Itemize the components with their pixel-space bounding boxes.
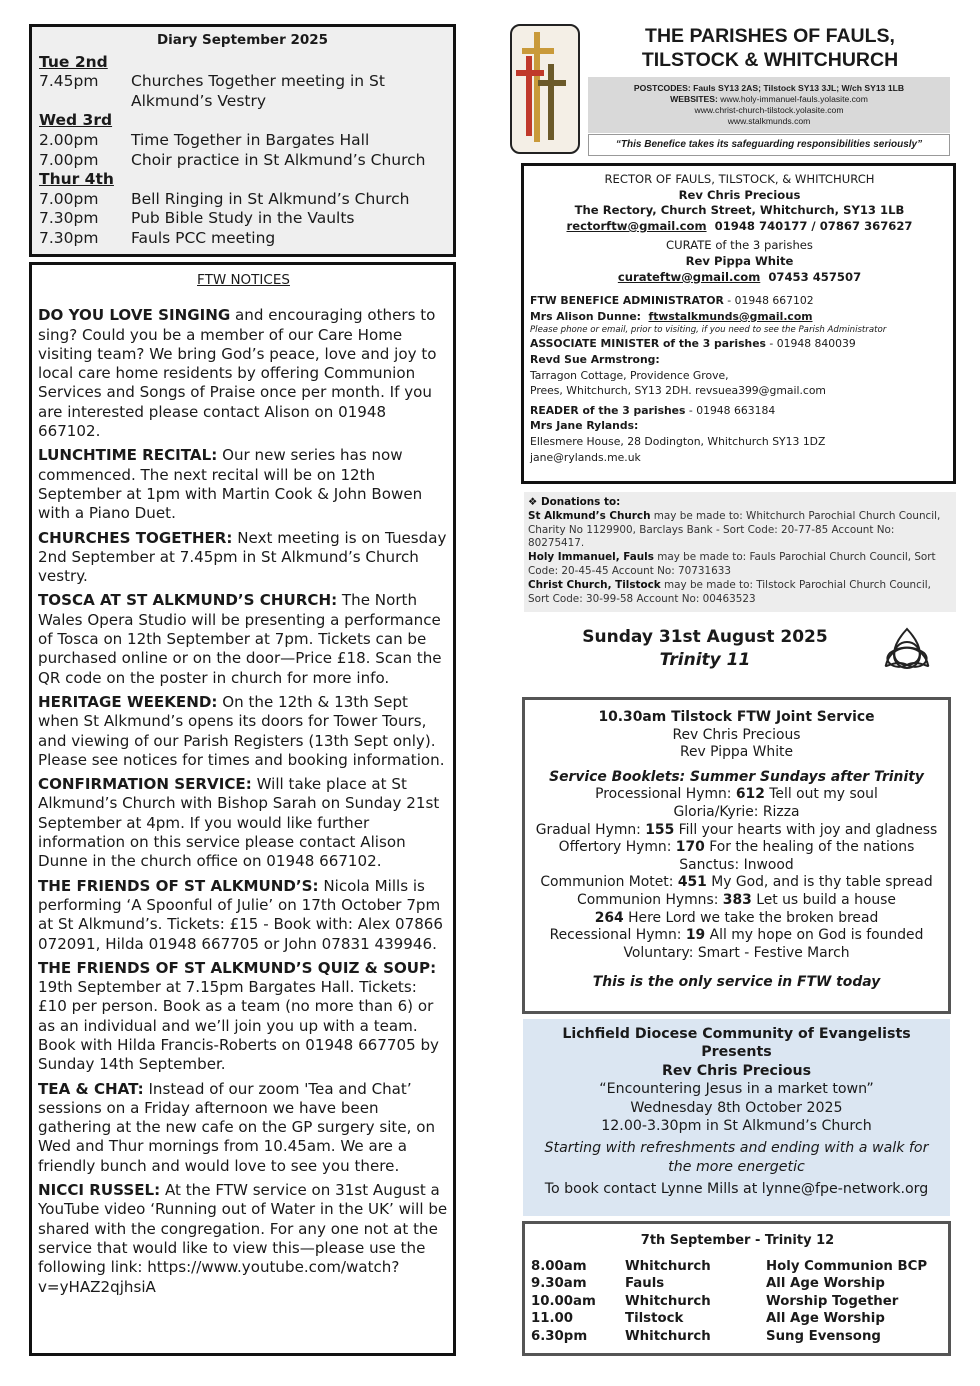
admin-name: Mrs Alison Dunne: (530, 309, 641, 323)
diary-text: Bell Ringing in St Alkmund’s Church (131, 189, 410, 208)
diary-entry (39, 131, 446, 151)
notice-heading: TOSCA AT ST ALKMUND’S CHURCH: (38, 591, 338, 610)
website-link[interactable]: www.christ-church-tilstock.yolasite.com (694, 105, 844, 115)
curate-name: Rev Pippa White (685, 253, 794, 268)
admin-note: Please phone or email, prior to visiting, if you need to see the Parish Administrator (530, 325, 887, 336)
diary-time: 7.00pm (39, 150, 99, 169)
notice-item (38, 959, 449, 1075)
donation-name: Christ Church, Tilstock (528, 578, 661, 591)
notice-text: Nicola Mills is performing ‘A Spoonful of Julie’ on 17th October 7pm at St Alkmund’s. Tickets: £15 - Book with: Alex 07866 072091, Hilda 01948 667705 or John 07831 439946. (38, 876, 444, 953)
notice-item (38, 1080, 449, 1176)
websites-line (588, 94, 950, 105)
notice-item (38, 1181, 449, 1297)
header-info (588, 77, 950, 133)
service-line: Recessional Hymn: 19 All my hope on God is founded (549, 927, 924, 944)
triquetra-icon (880, 625, 934, 673)
notice-heading: THE FRIENDS OF ST ALKMUND’S QUIZ & SOUP: (38, 958, 437, 977)
notice-text: Instead of our zoom 'Tea and Chat’ sessions on a Friday afternoon we have been gathering at the new cafe on the GP surgery site, on Wed and Thur mornings from 10.45am. We are a friendly bunch and would love to see you there. (38, 1079, 436, 1175)
notice-item (38, 591, 449, 687)
service-line: 264 Here Lord we take the broken bread (594, 909, 879, 926)
reader-address: Ellesmere House, 28 Dodington, Whitchurch SY13 1DZ (530, 434, 826, 448)
notice-item (38, 529, 449, 587)
notice-heading: LUNCHTIME RECITAL: (38, 446, 218, 465)
admin-contact (530, 309, 949, 325)
notices-box (29, 262, 456, 1356)
notice-item (38, 877, 449, 954)
service-line: Offertory Hymn: 170 For the healing of the nations (558, 839, 915, 856)
curate-phone: 07453 457507 (768, 269, 862, 284)
diary-time: 7.30pm (39, 209, 99, 228)
donation-item (528, 551, 952, 579)
diary-box (29, 24, 456, 257)
website-link[interactable]: www.holy-immanuel-fauls.yolasite.com (720, 94, 868, 104)
notice-text: Our new series has now commenced. The next recital will be on 12th September at 1pm with Martin Cook & John Bowen with a Piano Duet. (38, 446, 423, 523)
donation-text: may be made to: Fauls Parochial Church Council, Sort Code: 20-45-45 Account No: 70731633 (528, 551, 936, 577)
assoc-address: Prees, Whitchurch, SY13 2DH. revsuea399@gmail.com (530, 384, 826, 398)
notice-text: The North Wales Opera Studio will be presenting a performance of Tosca on 12th September at 7pm. Tickets can be purchased online or on the door—Price £18. Scan the QR code on the poster in church for more info. (38, 591, 442, 687)
diary-text: Choir practice in St Alkmund’s Church (131, 150, 426, 169)
donations-box (524, 492, 956, 612)
service-line: Gradual Hymn: 155 Fill your hearts with joy and gladness (535, 821, 938, 838)
assoc-line (530, 336, 949, 352)
notices-title: FTW NOTICES (197, 272, 290, 288)
schedule-row: 9.30am Fauls All Age Worship (531, 1276, 885, 1292)
diary-day: Wed 3rd (39, 111, 113, 130)
service-line: Processional Hymn: 612 Tell out my soul (595, 786, 878, 803)
diary-time: 2.00pm (39, 130, 99, 149)
parishes-title (590, 24, 950, 72)
curate-email[interactable]: curateftw@gmail.com (617, 269, 761, 284)
event-line: Presents (701, 1044, 772, 1061)
service-line: Communion Hymns: 383 Let us build a house (577, 891, 896, 908)
rector-phone: 01948 740177 / 07867 367627 (714, 218, 913, 233)
donation-item (528, 510, 952, 551)
notice-text: Next meeting is on Tuesday 2nd September at 7.45pm in St Alkmund’s Church vestry. (38, 528, 447, 586)
website-link[interactable]: www.stalkmunds.com (727, 116, 811, 126)
event-line: Starting with refreshments and ending with a walk for the more energetic (544, 1140, 929, 1175)
schedule-row: 6.30pm Whitchurch Sung Evensong (531, 1328, 881, 1344)
admin-title: FTW BENEFICE ADMINISTRATOR (530, 294, 724, 308)
admin-line (530, 293, 949, 309)
safeguarding-statement: “This Benefice takes its safeguarding responsibilities seriously” (588, 134, 950, 156)
donation-text: may be made to: Whitchurch Parochial Church Council, Charity No 1129900, Barclays Bank - Sort Code: 20-77-85 Account No: 80275417. (528, 509, 941, 550)
service-footer: This is the only service in FTW today (592, 974, 881, 991)
diary-text: Churches Together meeting in St Alkmund’s Vestry (131, 72, 385, 110)
event-line: Lichfield Diocese Community of Evangelists (562, 1026, 911, 1042)
schedule-row: 10.00am Whitchurch Worship Together (531, 1293, 899, 1309)
title-line: THE PARISHES OF FAULS, (645, 25, 895, 47)
title-line: TILSTOCK & WHITCHURCH (641, 49, 899, 71)
websites-label: WEBSITES: (670, 94, 718, 104)
rector-address: The Rectory, Church Street, Whitchurch, SY13 1LB (574, 203, 905, 218)
service-box (522, 697, 951, 1014)
diary-entry (39, 151, 446, 171)
diary-day: Tue 2nd (39, 52, 108, 71)
donation-name: Holy Immanuel, Fauls (528, 551, 654, 564)
diary-time: 7.45pm (39, 72, 99, 91)
event-line: Rev Chris Precious (661, 1062, 812, 1079)
reader-name: Mrs Jane Rylands: (530, 419, 639, 433)
sunday-heading (540, 626, 870, 672)
reader-email[interactable]: jane@rylands.me.uk (530, 450, 641, 464)
diary-entry (39, 190, 446, 210)
postcodes: POSTCODES: Fauls SY13 2AS; Tilstock SY13 3JL; W/ch SY13 1LB (633, 83, 905, 93)
reader-line (530, 403, 949, 419)
event-line: 12.00-3.30pm in St Alkmund’s Church (601, 1118, 872, 1135)
next-week-box (522, 1221, 951, 1356)
notice-text: 19th September at 7.15pm Bargates Hall. Tickets: £10 per person. Book as a team (no more than 6) or as an individual and we’ll join you up with a team. Book with Hilda Francis-Roberts on 01948 667705 by Sunday 14th September. (38, 978, 439, 1074)
notice-text: On the 12th & 13th Sept when St Alkmund’s opens its doors for Tower Tours, and viewing of our Parish Registers (13th Sept only). Please see notices for times and booking information. (38, 692, 445, 769)
diary-entry (39, 209, 446, 229)
reader-title: READER of the 3 parishes (530, 403, 686, 417)
diary-title: Diary September 2025 (156, 32, 329, 48)
event-line: Wednesday 8th October 2025 (630, 1099, 843, 1116)
notice-heading: DO YOU LOVE SINGING (38, 306, 231, 325)
service-line: Sanctus: Inwood (679, 856, 794, 873)
sunday-date: Sunday 31st August 2025 (582, 627, 828, 647)
assoc-phone: - 01948 840039 (769, 337, 856, 351)
rector-email[interactable]: rectorftw@gmail.com (566, 218, 707, 233)
donation-item (528, 579, 952, 607)
service-line: Voluntary: Smart - Festive March (623, 944, 850, 961)
notice-text: At the FTW service on 31st August a YouTube video ‘Running out of Water in the UK’ will be shared with the congregation. For any one not at the service that would like to view this—please use the following link: https://www.youtube.com/watch?v=yHAZ2qjhsiA (38, 1181, 448, 1296)
admin-email[interactable]: ftwstalkmunds@gmail.com (648, 309, 813, 323)
assoc-name: Revd Sue Armstrong: (530, 352, 660, 366)
service-line: Communion Motet: 451 My God, and is thy table spread (540, 874, 933, 891)
rector-name: Rev Chris Precious (678, 187, 801, 202)
diary-time: 7.00pm (39, 189, 99, 208)
evangelists-event (523, 1019, 950, 1216)
assoc-title: ASSOCIATE MINISTER of the 3 parishes (530, 337, 766, 351)
diary-entry (39, 72, 446, 111)
diary-text: Time Together in Bargates Hall (131, 130, 370, 149)
rector-contact (530, 219, 949, 235)
service-booklets: Service Booklets: Summer Sundays after Trinity (549, 768, 924, 785)
reader-phone: - 01948 663184 (688, 403, 776, 417)
service-heading: 10.30am Tilstock FTW Joint Service (598, 709, 875, 725)
notice-heading: TEA & CHAT: (38, 1079, 144, 1098)
next-week-title: 7th September - Trinity 12 (640, 1233, 835, 1248)
notice-item (38, 306, 449, 441)
donations-title: Donations to: (540, 496, 621, 508)
notice-item (38, 693, 449, 770)
donations-heading: ❖ Donations to: (528, 496, 621, 508)
curate-title: CURATE of the 3 parishes (666, 238, 813, 253)
donation-text: may be made to: Tilstock Parochial Church Council, Sort Code: 30-99-58 Account No: 00463523 (528, 578, 931, 605)
notice-heading: HERITAGE WEEKEND: (38, 692, 218, 711)
admin-phone: - 01948 667102 (727, 294, 814, 308)
diary-time: 7.30pm (39, 228, 99, 247)
notice-heading: THE FRIENDS OF ST ALKMUND’S: (38, 876, 319, 895)
curate-contact (530, 270, 949, 286)
event-line: “Encountering Jesus in a market town” (599, 1081, 874, 1098)
notice-text: and encouraging others to sing? Could you be a member of our Care Home visiting team? We bring God’s peace, love and joy to local care home residents by offering Communion Services and Songs of Praise once per month. If you are interested please contact Alison on 01948 667102. (38, 306, 437, 441)
service-minister: Rev Chris Precious (672, 726, 801, 743)
assoc-address: Tarragon Cottage, Providence Grove, (530, 368, 729, 382)
diary-entry (39, 229, 446, 249)
contacts-box (521, 163, 956, 484)
notice-heading: CONFIRMATION SERVICE: (38, 775, 252, 794)
crosses-logo (510, 24, 580, 154)
notice-item (38, 446, 449, 523)
notice-heading: NICCI RUSSEL: (38, 1181, 161, 1200)
notice-item (38, 775, 449, 871)
schedule-row: 11.00 Tilstock All Age Worship (531, 1311, 885, 1327)
notice-heading: CHURCHES TOGETHER: (38, 528, 233, 547)
event-booking: To book contact Lynne Mills at lynne@fpe-network.org (544, 1181, 929, 1198)
crosses-icon (512, 26, 578, 152)
service-line: Gloria/Kyrie: Rizza (673, 803, 800, 820)
schedule-row: 8.00am Whitchurch Holy Communion BCP (531, 1258, 928, 1274)
notice-text: Will take place at St Alkmund’s Church with Bishop Sarah on Sunday 21st September at 4pm. If you would like further information on this service please contact Alison Dunne in the church office on 01948 667102. (38, 775, 440, 871)
rector-title: RECTOR OF FAULS, TILSTOCK, & WHITCHURCH (604, 172, 875, 186)
diary-text: Pub Bible Study in the Vaults (131, 209, 355, 228)
diary-text: Fauls PCC meeting (131, 228, 276, 247)
sunday-trinity: Trinity 11 (659, 650, 751, 670)
service-minister: Rev Pippa White (679, 744, 794, 761)
donation-name: St Alkmund’s Church (528, 509, 651, 522)
diary-day: Thur 4th (39, 170, 114, 189)
